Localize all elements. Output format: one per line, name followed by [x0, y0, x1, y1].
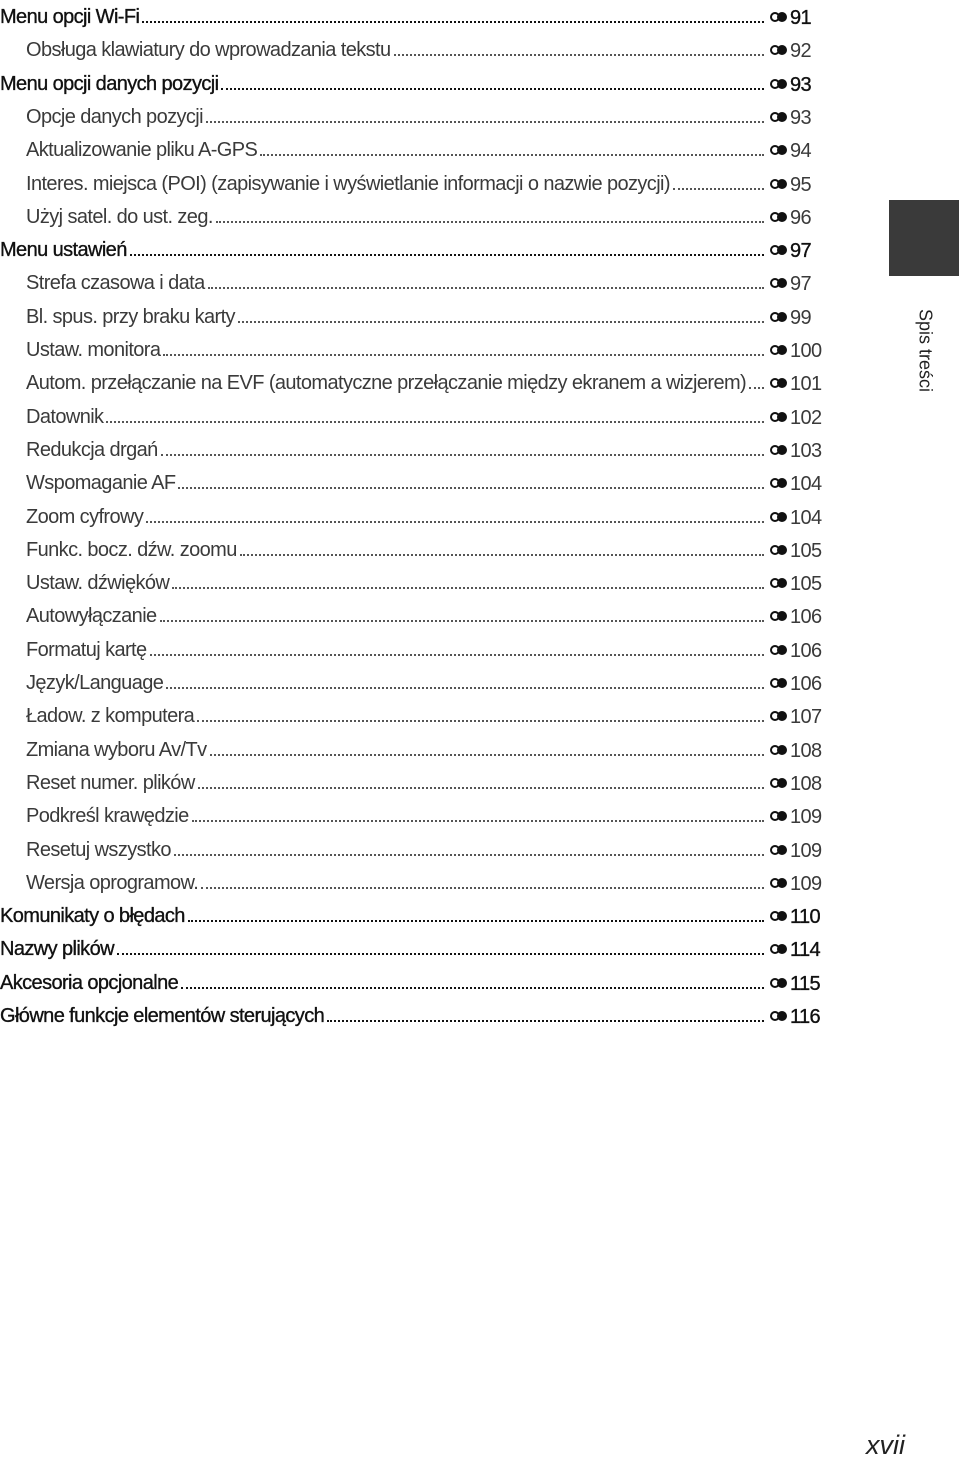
- dot-leader: [181, 986, 764, 989]
- page-reference: [770, 308, 846, 333]
- dot-leader: [394, 53, 765, 56]
- toc-page-number: 110: [790, 906, 821, 929]
- toc-page-number: 101: [790, 373, 822, 396]
- dot-leader: [749, 386, 764, 389]
- dot-leader: [161, 453, 764, 456]
- toc-page-number: 107: [790, 706, 822, 729]
- page-reference: [770, 41, 846, 66]
- toc-entry[interactable]: [0, 833, 846, 866]
- reference-section-icon: [770, 577, 788, 591]
- toc-entry[interactable]: [0, 899, 846, 932]
- dot-leader: [192, 819, 764, 822]
- reference-section-icon: [770, 511, 788, 525]
- page-reference: [770, 474, 846, 499]
- toc-entry[interactable]: [0, 799, 846, 832]
- toc-entry-title: Główne funkcje elementów sterujących: [0, 1005, 325, 1027]
- page-reference: [770, 441, 846, 466]
- toc-entry-title: Menu opcji danych pozycji: [0, 72, 219, 95]
- reference-section-icon: [770, 344, 788, 358]
- toc-entry[interactable]: [0, 400, 846, 433]
- page-number: xvii: [866, 1430, 905, 1460]
- toc-entry[interactable]: [0, 966, 846, 999]
- toc-entry-title: Język/Language: [26, 672, 164, 694]
- page-reference: [770, 741, 846, 766]
- page-reference: [770, 974, 846, 999]
- dot-leader: [106, 420, 764, 423]
- toc-page-number: 93: [790, 106, 812, 129]
- page-reference: [770, 541, 846, 566]
- reference-section-icon: [770, 777, 788, 791]
- toc-entry-title: Menu opcji Wi-Fi: [0, 6, 140, 28]
- toc-entry-title: Nazwy plików: [0, 938, 114, 961]
- toc-entry-title: Menu ustawień: [0, 239, 127, 262]
- page-reference: [770, 674, 846, 699]
- toc-entry-title: Ustaw. dźwięków: [26, 572, 170, 595]
- toc-entry-title: Interes. miejsca (POI) (zapisywanie i wyświetlanie informacji o nazwie pozycji): [26, 172, 670, 195]
- reference-section-icon: [770, 977, 788, 991]
- toc-entry[interactable]: [0, 133, 846, 166]
- toc-entry-title: Autom. przełączanie na EVF (automatyczne przełączanie między ekranem a wizjerem): [26, 372, 747, 395]
- toc-entry[interactable]: [0, 333, 846, 366]
- page-reference: [770, 208, 846, 233]
- reference-section-icon: [770, 744, 788, 758]
- dot-leader: [130, 253, 764, 256]
- page-reference: [770, 374, 846, 399]
- toc-page-number: 109: [790, 839, 822, 862]
- toc-page-number: 97: [790, 273, 812, 296]
- toc-entry-title: Zmiana wyboru Av/Tv: [26, 738, 207, 761]
- toc-entry[interactable]: [0, 699, 846, 732]
- toc-page-number: 108: [790, 739, 822, 762]
- toc-entry-title: Wersja oprogramow.: [26, 871, 199, 894]
- page-reference: [770, 807, 846, 832]
- reference-section-icon: [770, 644, 788, 658]
- toc-page-number: 109: [790, 806, 822, 829]
- toc-page-number: 108: [790, 772, 822, 795]
- page-reference: [770, 574, 846, 599]
- section-tab-marker: [889, 200, 959, 276]
- dot-leader: [146, 520, 764, 523]
- toc-entry-title: Formatuj kartę: [26, 638, 147, 661]
- toc-page-number: 97: [790, 240, 812, 263]
- toc-entry-title: Reset numer. plików: [26, 771, 195, 794]
- dot-leader: [198, 786, 764, 789]
- page-reference: [770, 508, 846, 533]
- toc-page-number: 106: [790, 606, 822, 629]
- reference-section-icon: [770, 78, 788, 92]
- page-reference: [770, 341, 846, 366]
- reference-section-icon: [770, 44, 788, 58]
- dot-leader: [238, 320, 764, 323]
- reference-section-icon: [770, 244, 788, 258]
- reference-section-icon: [770, 943, 788, 957]
- reference-section-icon: [770, 810, 788, 824]
- dot-leader: [172, 586, 764, 589]
- toc-entry[interactable]: [0, 599, 846, 632]
- toc-entry-title: Użyj satel. do ust. zeg.: [26, 205, 213, 228]
- reference-section-icon: [770, 411, 788, 425]
- page-reference: [770, 241, 846, 266]
- toc-entry-title: Opcje danych pozycji: [26, 105, 203, 128]
- reference-section-icon: [770, 610, 788, 624]
- reference-section-icon: [770, 444, 788, 458]
- toc-entry[interactable]: [0, 200, 846, 233]
- reference-section-icon: [770, 311, 788, 325]
- toc-entry-title: Podkreśl krawędzie: [26, 805, 189, 828]
- toc-entry[interactable]: [0, 866, 846, 899]
- dot-leader: [673, 187, 764, 190]
- toc-page-number: 92: [790, 40, 812, 63]
- toc-page-number: 105: [790, 539, 822, 562]
- page-reference: [770, 907, 846, 932]
- page-reference: [770, 175, 846, 200]
- page-reference: [770, 408, 846, 433]
- toc-entry[interactable]: [0, 932, 846, 965]
- toc-page-number: 105: [790, 573, 822, 596]
- dot-leader: [216, 220, 764, 223]
- toc-entry[interactable]: [0, 0, 846, 33]
- page-reference: [770, 1007, 846, 1032]
- toc-entry[interactable]: [0, 167, 846, 200]
- dot-leader: [163, 353, 764, 356]
- toc-page-number: 95: [790, 173, 812, 196]
- page-reference: [770, 75, 846, 100]
- toc-entry[interactable]: [0, 266, 846, 299]
- toc-entry-title: Resetuj wszystko: [26, 838, 171, 861]
- toc-page-number: 103: [790, 439, 822, 462]
- toc-entry-title: Komunikaty o błędach: [0, 905, 185, 928]
- page-reference: [770, 141, 846, 166]
- toc-page-number: 99: [790, 306, 812, 329]
- toc-page-number: 106: [790, 639, 822, 662]
- dot-leader: [188, 919, 764, 922]
- toc-entry[interactable]: [0, 466, 846, 499]
- reference-section-icon: [770, 677, 788, 691]
- dot-leader: [327, 1019, 764, 1022]
- page-reference: [770, 274, 846, 299]
- toc-entry[interactable]: [0, 366, 846, 399]
- reference-section-icon: [770, 844, 788, 858]
- toc-entry[interactable]: [0, 666, 846, 699]
- dot-leader: [260, 153, 764, 156]
- toc-entry-title: Obsługa klawiatury do wprowadzania tekstu: [26, 39, 391, 62]
- toc-page-number: 114: [790, 939, 821, 962]
- toc-entry-title: Bl. spus. przy braku karty: [26, 305, 235, 328]
- dot-leader: [208, 286, 764, 289]
- dot-leader: [206, 120, 764, 123]
- toc-entry-title: Datownik: [26, 405, 104, 428]
- toc-entry-title: Zoom cyfrowy: [26, 505, 144, 528]
- toc-entry[interactable]: [0, 999, 846, 1032]
- toc-entry[interactable]: [0, 33, 846, 66]
- toc-entry-title: Ładow. z komputera: [26, 705, 195, 728]
- toc-entry[interactable]: [0, 100, 846, 133]
- dot-leader: [174, 853, 764, 856]
- dot-leader: [221, 87, 764, 90]
- toc-page-number: 96: [790, 206, 812, 229]
- toc-page-number: 104: [790, 506, 822, 529]
- page-reference: [770, 8, 846, 33]
- toc-entry[interactable]: [0, 766, 846, 799]
- toc-entry-title: Autowyłączanie: [26, 605, 157, 628]
- toc-entry-title: Ustaw. monitora: [26, 339, 161, 361]
- toc-page-number: 91: [790, 7, 812, 29]
- toc-page-number: 106: [790, 673, 822, 695]
- toc-entry-title: Redukcja drgań: [26, 438, 158, 461]
- toc-entry-title: Aktualizowanie pliku A-GPS: [26, 139, 258, 162]
- dot-leader: [150, 653, 764, 656]
- dot-leader: [166, 686, 764, 689]
- toc-page-number: 100: [790, 340, 822, 362]
- page-reference: [770, 874, 846, 899]
- reference-section-icon: [770, 1010, 788, 1024]
- toc-page-number: 115: [790, 972, 821, 995]
- reference-section-icon: [770, 710, 788, 724]
- reference-section-icon: [770, 477, 788, 491]
- toc-entry[interactable]: [0, 500, 846, 533]
- dot-leader: [201, 886, 764, 889]
- page-reference: [770, 108, 846, 133]
- reference-section-icon: [770, 544, 788, 558]
- reference-section-icon: [770, 910, 788, 924]
- toc-page-number: 109: [790, 872, 822, 895]
- dot-leader: [117, 952, 764, 955]
- page-reference: [770, 841, 846, 866]
- dot-leader: [142, 20, 764, 23]
- reference-section-icon: [770, 178, 788, 192]
- dot-leader: [197, 719, 764, 722]
- reference-section-icon: [770, 377, 788, 391]
- dot-leader: [210, 753, 764, 756]
- toc-page-number: 102: [790, 406, 822, 429]
- reference-section-icon: [770, 11, 788, 25]
- toc-page-number: 94: [790, 140, 812, 163]
- toc-entry-title: Wspomaganie AF: [26, 472, 176, 495]
- dot-leader: [160, 619, 764, 622]
- toc-page-number: 93: [790, 73, 812, 96]
- toc-entry[interactable]: [0, 233, 846, 266]
- reference-section-icon: [770, 144, 788, 158]
- dot-leader: [240, 553, 764, 556]
- reference-section-icon: [770, 211, 788, 225]
- toc-entry[interactable]: [0, 633, 846, 666]
- side-tab-label: Spis treści: [915, 308, 936, 393]
- reference-section-icon: [770, 877, 788, 891]
- toc-entry[interactable]: [0, 733, 846, 766]
- dot-leader: [178, 486, 764, 489]
- page-reference: [770, 707, 846, 732]
- toc-entry[interactable]: [0, 67, 846, 100]
- toc-entry[interactable]: [0, 533, 846, 566]
- toc-page-number: 104: [790, 473, 822, 496]
- reference-section-icon: [770, 277, 788, 291]
- toc-entry[interactable]: [0, 566, 846, 599]
- page-reference: [770, 940, 846, 965]
- page-reference: [770, 774, 846, 799]
- page-reference: [770, 641, 846, 666]
- toc-entry[interactable]: [0, 300, 846, 333]
- toc-entry[interactable]: [0, 433, 846, 466]
- toc-entry-title: Strefa czasowa i data: [26, 272, 205, 295]
- toc-entry-title: Funkc. bocz. dźw. zoomu: [26, 538, 237, 561]
- toc-entry-title: Akcesoria opcjonalne: [0, 971, 179, 994]
- toc-page-number: 116: [790, 1006, 821, 1028]
- reference-section-icon: [770, 111, 788, 125]
- page-reference: [770, 607, 846, 632]
